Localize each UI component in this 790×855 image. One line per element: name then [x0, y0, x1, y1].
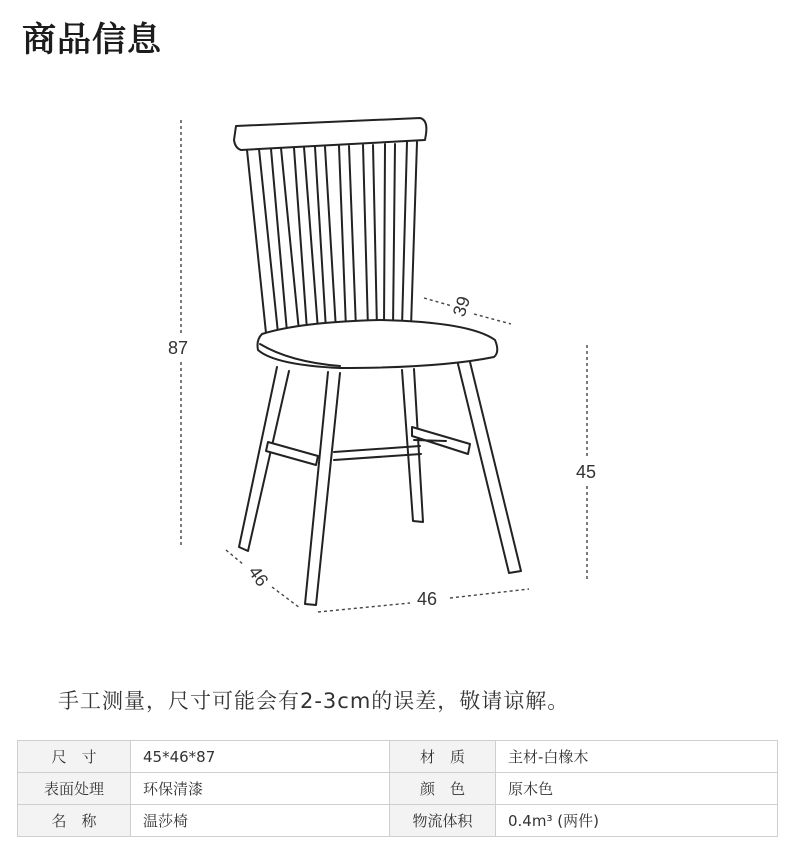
spec-value: 主材-白橡木 [496, 741, 778, 773]
spec-value: 0.4m³ (两件) [496, 805, 778, 837]
width-label: 46 [417, 589, 438, 609]
seat-height-label: 45 [576, 462, 597, 482]
measurement-note: 手工测量，尺寸可能会有2-3cm的误差，敬请谅解。 [58, 689, 570, 713]
spec-value: 环保清漆 [131, 773, 390, 805]
spec-value: 温莎椅 [131, 805, 390, 837]
table-row [18, 805, 778, 837]
spec-label: 名 称 [18, 805, 131, 837]
spec-label: 尺 寸 [18, 741, 131, 773]
page-title: 商品信息 [22, 20, 162, 60]
height-label: 87 [168, 338, 189, 358]
table-row [18, 773, 778, 805]
depth-label: 46 [244, 562, 273, 591]
table-row [18, 741, 778, 773]
spec-label: 材 质 [390, 741, 496, 773]
spec-label: 颜 色 [390, 773, 496, 805]
spec-value: 45*46*87 [131, 741, 390, 773]
seat-depth-label: 39 [448, 293, 475, 319]
spec-table [17, 740, 778, 837]
spec-label: 表面处理 [18, 773, 131, 805]
spec-label: 物流体积 [390, 805, 496, 837]
spec-value: 原木色 [496, 773, 778, 805]
